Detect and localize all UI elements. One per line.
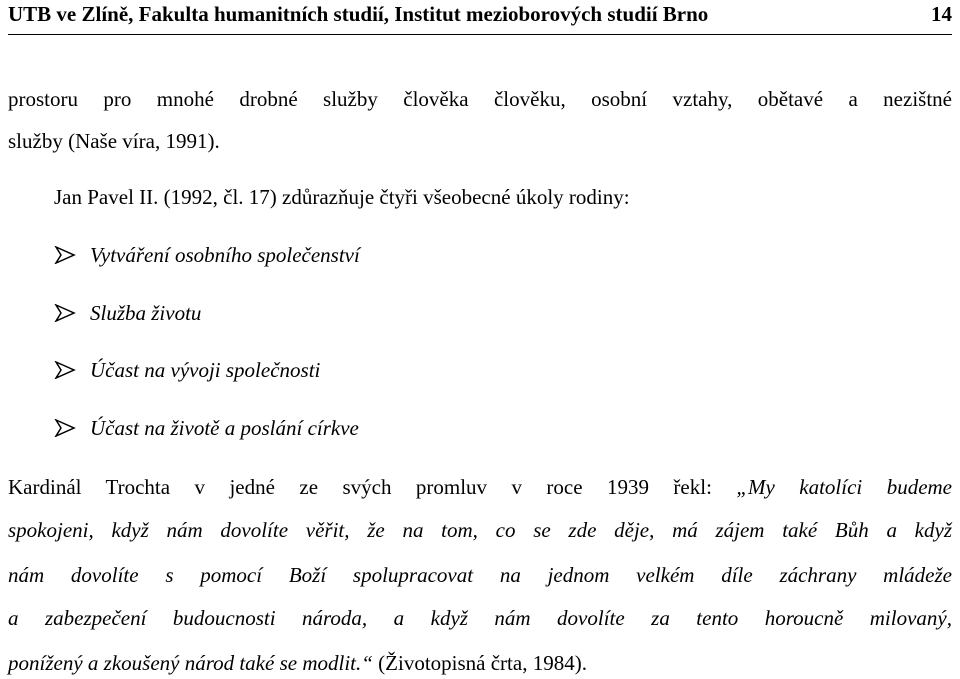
- list-item-label: Účast na vývoji společnosti: [90, 358, 321, 382]
- list-item: [54, 357, 320, 383]
- paragraph3-quote-start: „My katolíci budeme: [736, 475, 952, 499]
- paragraph3-citation: (Životopisná črta, 1984).: [372, 651, 587, 675]
- paragraph3-text: Kardinál Trochta v jedné ze svých promluv v roce 1939 řekl:: [8, 475, 737, 499]
- page-header: [8, 0, 952, 35]
- header-title: UTB ve Zlíně, Fakulta humanitních studií, Institut mezioborových studií Brno: [8, 2, 709, 26]
- paragraph3-line1: [8, 474, 952, 500]
- list-item: [54, 242, 360, 268]
- list-item: [54, 300, 201, 326]
- list-item-label: Účast na životě a poslání církve: [90, 416, 359, 440]
- list-item-label: Služba životu: [90, 301, 202, 325]
- paragraph2-intro: Jan Pavel II. (1992, čl. 17) zdůrazňuje čtyři všeobecné úkoly rodiny:: [54, 185, 630, 209]
- arrowhead-bullet-icon: [54, 361, 76, 379]
- paragraph3-line5: [8, 650, 587, 676]
- paragraph3-line3: nám dovolíte s pomocí Boží spolupracovat na jednom velkém díle záchrany mládeže: [8, 563, 952, 587]
- paragraph1-line2: služby (Naše víra, 1991).: [8, 129, 220, 153]
- arrowhead-bullet-icon: [54, 246, 76, 264]
- list-item-label: Vytváření osobního společenství: [90, 243, 360, 267]
- paragraph3-line4: a zabezpečení budoucnosti národa, a když nám dovolíte za tento horoucně milovaný,: [8, 606, 952, 630]
- list-item: [54, 415, 359, 441]
- paragraph3-line2: spokojeni, když nám dovolíte věřit, že na tom, co se zde děje, má zájem také Bůh a když: [8, 518, 952, 542]
- page-number: 14: [931, 2, 952, 26]
- arrowhead-bullet-icon: [54, 304, 76, 322]
- arrowhead-bullet-icon: [54, 419, 76, 437]
- paragraph1-line1: prostoru pro mnohé drobné služby člověka člověku, osobní vztahy, obětavé a nezištné: [8, 87, 952, 111]
- paragraph3-quote-end: ponížený a zkoušený národ také se modlit.“: [8, 651, 373, 675]
